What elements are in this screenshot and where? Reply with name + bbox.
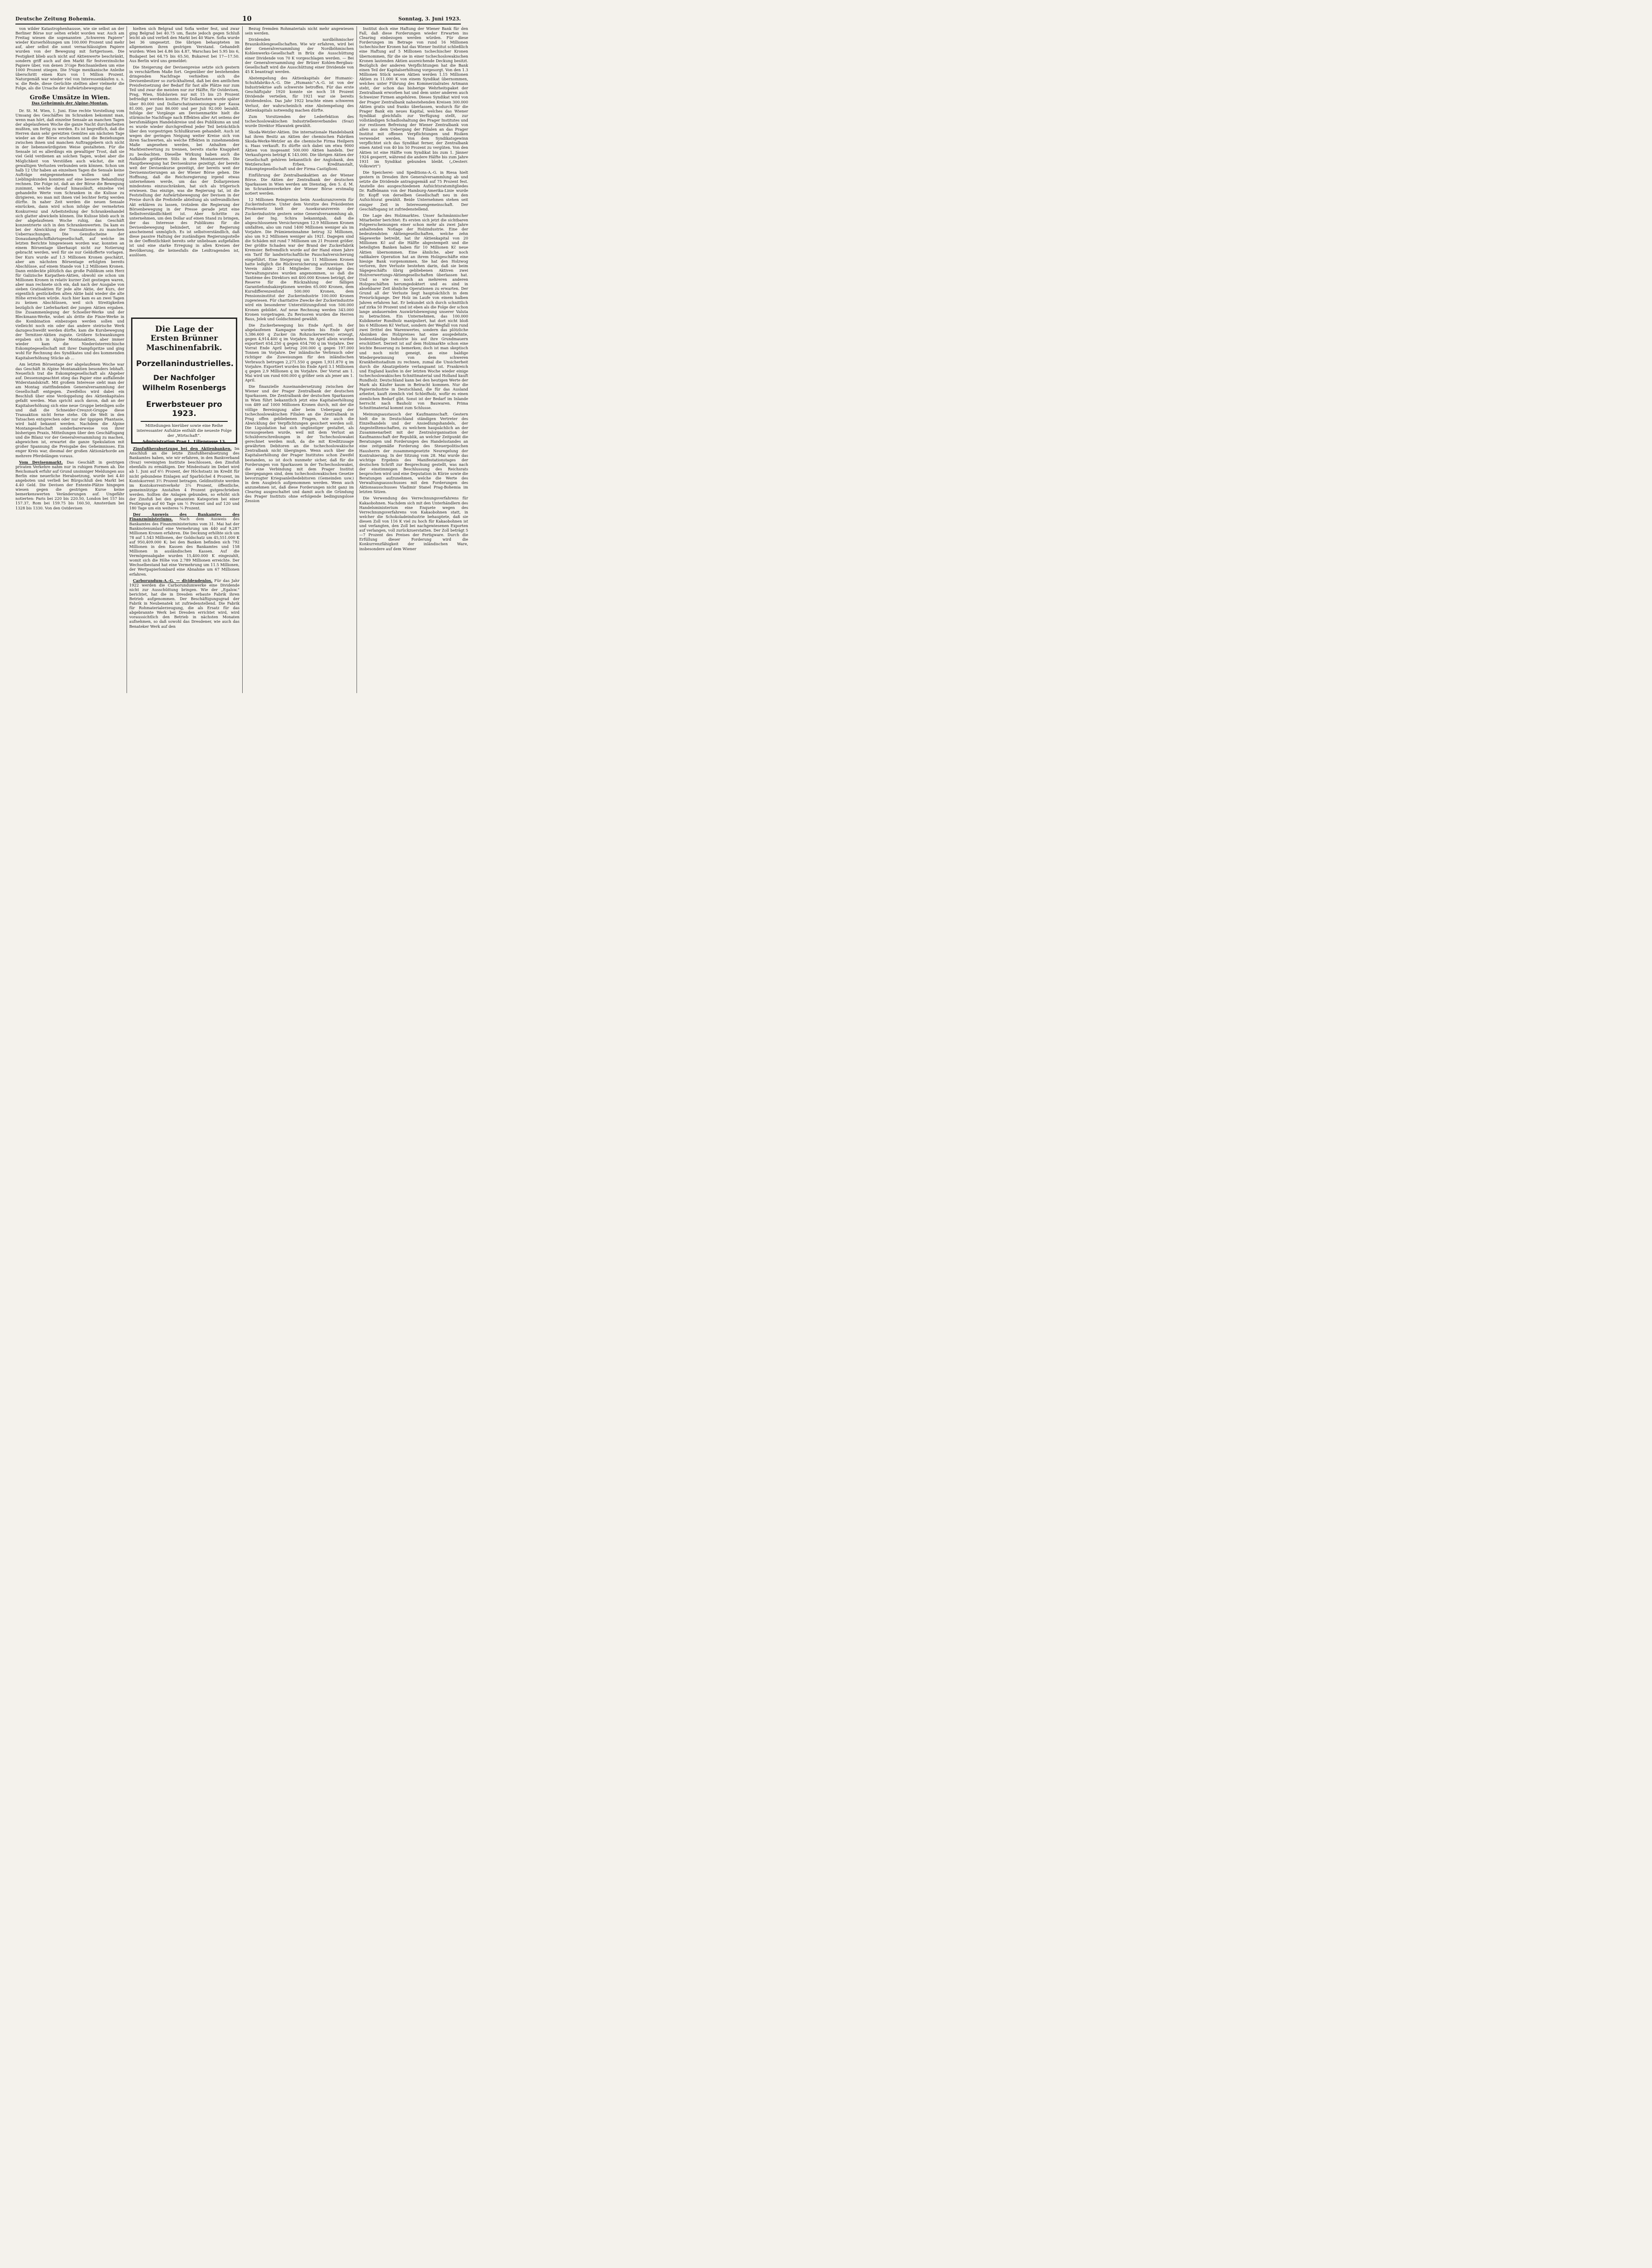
section-title: Der Ausweis des Bankamtes des Finanzministeriums. [129, 512, 239, 522]
article-paragraph [15, 460, 124, 510]
column-2 [129, 26, 239, 315]
article-paragraph: Skoda-Wetzler-Aktien. Die internationale Handelsbank hat ihren Besitz an Aktien der chemischen Fabriken Skoda-Werke-Wetzler an die chemische Firma Heilpern u. Haas verkauft. Es dürfte sich dabei um etwa 9000 Aktien von insgesamt 500.000 Aktien handeln. Der Verkaufspreis beträgt K 143.000. Die übrigen Aktien der Gesellschaft gehören bekanntlich der Anglobank, den Wetzlerschen Erben, Kreditanstalt, Eskomptegesellschaft und der Firma Castiglioni. [245, 129, 354, 171]
article-paragraph [129, 512, 239, 576]
page-number: 10 [242, 15, 252, 23]
article-paragraph: Am letzten Börsentage der abgelaufenen Woche war das Geschäft in Alpine Montanaktien besonders lebhaft. Neuerlich trat die Eskomptegesellschaft als Abgeber auf. Dessenungeachtet stieg das Papier eine auffallende Widerstandskraft. Mit großem Interesse sieht man der am Montag stattfindenden Generalversammlung der Gesellschaft entgegen. Zweifellos wird dabei ein Beschluß über eine Verdoppelung des Aktienkapitales gefaßt werden. Man spricht auch davon, daß an der Kapitalserhöhung sich eine neue Gruppe beteiligen solle und daß die Schneider-Creuzot-Gruppe diese Transaktion nicht ferne stehe. Ob die Welt in den Tatsachen entsprechen oder nur der üppigen Phantasie, wird bald bekannt werden. Nachdem die Alpine Montangesellschaft sonderbarerweise von ihrer bisherigen Praxis, Mitteilungen über den Geschäftsgang und die Bilanz vor der Generalversammlung zu machen, abgewichen ist, erwartet die ganze Spekulation mit großer Spannung die Preisgabe des Geheimnisses. Ein enger Kreis war, diesmal der großen Aktionärhorde am mehrere Pferdelängen voraus. [15, 362, 124, 458]
ad-note: Mitteilungen hierüber sowie eine Reihe interessanter Aufsätze enthält die neueste Folge der „Wirtschaft“. [137, 424, 232, 438]
issue-date: Sonntag, 3. Juni 1923. [398, 15, 461, 22]
column-rule [242, 26, 243, 693]
section-title: Carborundum-A.-G. — dividendenlos. [133, 578, 213, 583]
page-header [15, 14, 461, 24]
article-paragraph: Meinungsaustausch der Kaufmannschaft. Gestern hielt die in Deutschland ständigen Vertreter des Einzelhandels und der Ansiedlungshandels, der Angestelltenschaften, zu welchem haupsächlich an der Zusammenarbeit mit der Zentralorganisation der Kaufmannschaft der Republik, an welcher Zeitpunkt die Beratungen und Forderungen des Handelsstandes an eine zeitgemäße Forderung des Steuerpolitischen Hausherrn der zusammengesetzte Neuregelung der Kontrahierung. In der Sitzung vom 28. Mai wurde das wichtige Ergebnis des Manifestationstages der deutschen Schrift zur Besprechung gestellt, was nach der einstimmigen Beschlussung des Reichsrats besprochen wird und eine Deputation in Kürze sowie die Beratungen aufzunehmen, welche die Werte des Verwaltungsausschusses mit den Forderungen des Aktionsausschusses Vladimir Stanel Prag-Bohemia im letzten Sitzen. [359, 411, 468, 494]
column-3 [245, 26, 354, 702]
article-subheadline: Das Geheimnis der Alpine-Montan. [31, 101, 108, 106]
article-paragraph: Die Lage des Holzmarktes. Unser fachmännischer Mitarbeiter berichtet: Es ersten sich jetzt die sichtbaren Folgeerscheinungen einer schon mehr als zwei Jahre anhaltenden Notlage der Holzindustrie. Eine der bedeutendsten Aktiengesellschaften, welche zehn Sägewerke betreibt, hat ihr Aktienkapital von 20 Millionen Kč auf die Hälfte abgestempelt und die beteiligten Banken haben für 10 Millionen Kč neue Aktien übernommen. Eine ähnliche, aber noch radikalere Operation hat an ihrem Holzgeschäfte eine hiesige Bank vorgenommen. Sie hat den Holzwog verloren, ihre Verluste bestehen darin, daß sie beim Sägegeschäfts übrig gebliebenen Aktiven zwei Holzverwertungs-Aktiengesellschaften überlassen hat. Und so wie es noch an mehreren anderen Holzgeschäften herumgedoktert und es sind in absehbarer Zeit ähnliche Operationen zu erwarten. Der Grund all der Verluste liegt hauptsächlich in dem Preisrückgange. Der Holz im Laufe von einem halben Jahren erfahren hat. Er bekundet sich durch schnittlich auf zirka 50 Prozent und ist eben als die Folge der schon lange andauernden Auswärtsbewegung unserer Valuta zu betrachten. Ein Unternehmen, das 100.000 Kubikmeter Rundholz manipuliert, hat dort nicht bloß bis 6 Millionen Kč Verlust, sondern der Wegfall von rund zwei Drittel des Warenwertes, sondern das plötzliche Absinken des Holzpreises hat eine ausgedehnte, bodenständige Industrie bis auf ihre Grundmauern erschüttert. Derzeit ist auf dem Holzmarkte schon eine leichte Besserung zu bemerken; doch ist man skeptisch und noch nicht geneigt, an eine baldige Wiedergewinnung von dem schweren Krankheitsstadium zu rechnen, zumal die Unsicherheit durch die Absatzgebiete verlangsamt ist. Frankreich und England kaufen in der letzten Woche wieder einige tschechoslowakisches Schnittmaterial und Holland kauft Rundholz. Deutschland kann bei den heutigen Werte der Mark als Käufer kaum in Betracht kommen. Nur die Papierindustrie in Deutschland, die für das Ausland arbeitet, kauft ziemlich viel Schleifholz, wofür es einen ziemlichen Bedarf gibt. Sonst ist der Bedarf im Inlande herrscht nach Bauholz von Bauwaren. Prima Schnittmaterial kommt zum Schlusse. [359, 213, 468, 410]
ad-line: Wilhelm Rosenbergs [142, 383, 226, 392]
article-text: Für das Jahr 1922 werden die Carborundumwerke eine Dividende nicht zur Ausschüttung bringen. Wie der „Egalsw.“ berichtet, hat die in Dresden erbaute Fabrik ihren Betrieb aufgenommen. Der Beschäftigungsgrad der Fabrik in Neubenatek ist zufriedenstellend. Die Fabrik für Rohmaterialerzeugung, die als Ersatz für das abgebrannte Werk bei Dresden errichtet wird, wird voraussichtlich den Betrieb in nächsten Monaten aufnehmen, so daß sowohl das Dresdener, wie auch das Benateker Werk auf den [129, 578, 239, 629]
article-paragraph: Institut doch eine Haftung der Wiener Bank für den Fall, daß diese Forderungen wieder Erwarten ins Clearing einbezogen werden würden. Für diese Forderungen im Betrage von rund 16 Millionen tschechischer Kronen hat das Wiener Institut schließlich eine Haftung auf 5 Millionen tschechischer Kronen übernommen, für die sie in einer tschechoslowakischen Kronen lautenden Aktien ausreichende Deckung besitzt. Bezüglich der anderen Verpflichtungen hat die Bank einen Teil der Kapitalserhöhung vorgesorgt. Von den 1.3 Millionen Stück neuen Aktien werden 1.15 Millionen Aktien zu 11.000 K von einem Syndikat übernommen, welches unter Führung des Kommerzialrates Artmann steht, der schon das bisherige Wehrheitspaket der Zentralbank erworben hat und dem unter anderen auch Schweizer Firmen angehören. Dieses Syndikat wird von der Prager Zentralbank nahestehenden Kreisen 300.000 Aktien gratis und franko überlassen, wodurch für die Prager Bank ein neues Kapital, welches das Wiener Syndikat gleichfalls zur Verfügung stellt, zur vollständigen Schadloshaltung des Prager Institutes und zur restlosen Befreiung der Wiener Zentralbank von allen aus dem Uebergang der Filialen an das Prager Institut mit offenen Verpflichtungen und Risiken verwendet werden. Von dem Syndikatsgewinn verpflichtet sich das Syndikat ferner, der Zentralbank einen Anteil von 40 bis 50 Prozent zu vergüten. Von den Aktien ist eine Hälfte vom Syndikat bis zum 1. Jänner 1924 gesperrt, während die andere Hälfte bis zum Jahre 1931 im Syndikat gebunden bleibt. („Oesterr. Volkswirt“) [359, 26, 468, 168]
ad-address: Administration Prag I., Liliengasse 13. [142, 440, 226, 444]
article-paragraph: Die Speicherei- und Speditions-A.-G. in Riesa hielt gestern in Dresden ihre Generalversammlung ab und setzte die Dividende antragsgemäß auf 75 Prozent fest. Anstelle des ausgeschiedenen Aufsichtsratsmitgliedes Dr. Raffelmann von der Hamburg-Amerika-Linie wurde Dr. Kopff von derselben Gesellschaft neu in den Aufsichtsrat gewählt. Beide Unternehmen stehen seit einiger Zeit in Interessengemeinschaft. Der Geschäftsgang ist zufriedenstellend. [359, 170, 468, 211]
article-paragraph: Die Zuckerbewegung bis Ende April. In der abgelaufenen Kampagne wurden bis Ende April 5,386.600 q Zucker (in Rohzuckerwerten) erzeugt, gegen 4,914.400 q im Vorjahre. Im April allein wurden exportiert 654.250 q gegen 654.700 q im Vorjahre. Der Vorrat Ende April betrug 200.000 q gegen 197.000 Tonnen im Vorjahre. Der inländische Verbrauch oder richtiger die Zuweisungen für den inländischen Verbrauch betrugen 2,271.550 q gegen 1,931.870 q im Vorjahre. Exportiert wurden bis Ende April 3.1 Millionen q gegen 2.9 Millionen q im Vorjahre. Der Vorrat am 1. Mai wird um rund 600.000 q größer sein als jener am 1. April. [245, 323, 354, 382]
article-paragraph: Zum Vorsitzenden der Lederfektion des tschechoslowakischen Industriellenverbandes (Svaz) wurde Direktor Hlawatek gewählt. [245, 114, 354, 128]
article-text: Im Anschluß an die letzte Zinsfußherabsetzung des Bankamtes haben, wie wir erfahren, in den Bankverband (Svaz) vereinigten Institute beschlossen, den Zinsfuß ebenfalls zu ermäßigen. Der Mindestsatz im Debet wird ab 1. Juni auf 6½ Prozent, der Höchstsatz im Kredit für nicht gebundene Einlagen auf Sparbüchel 4 Prozent, im Kontokorrent 3½ Prozent betragen. Geldinstitute werden im Kontokorrentverkehr 3¼ Prozent, öffentliche, gemeinnützige Anstalten 4 Prozent gutgeschrieben werden. Sollten die Anlagen gebunden, so erhöht sich der Zinsfuß bei den genannten Kategorien bei einer Festlegung auf 60 Tage um ½ Prozent und auf 120 und 180 Tage um ein weiteres ¼ Prozent. [129, 446, 239, 511]
article-text: Das Geschäft in gestrigen privaten Verkehre nahm nur in ruhigen Formen ab. Die Reichsmark erfuhr auf Grund unsinniger Meldungen aus Berlin eine neuerliche Herabsetzung, wurde bei 4.40 angeboten und verließ bei Bürgschluß den Markt bei 4.40 Geld. Die Devisen der Entente-Plätze hingegen wiesen gegen die gestrigen Kurse keine bemerkenswerten Veränderungen auf. Ungefähr notierten: Paris bei 220 bis 220.50, London bei 157 bis 157.37, Rom bei 159.75 bis 160.50, Amsterdam bei 1328 bis 1330. Von den Ostdevisen [15, 459, 124, 510]
article-paragraph: Die finanzielle Auseinandersetzung zwischen der Wiener und der Prager Zentralbank der deutschen Sparkassen. Die Zentralbank der deutschen Sparkassen in Wien führt bekanntlich jetzt eine Kapitalserhöhung von 489 auf 1000 Millionen Kronen durch, mit der die völlige Bereinigung aller beim Uebergang der tschechoslowakischen Filialen an die Zentralbank in Prag offen gebliebenen Fragen, wie auch die Abwicklung der Verpflichtungen gesichert werden soll. Die Liquidation hat sich ungünstiger gestaltet, als vorausgesehen wurde, weil mit dem Verlust an Schuldverschreibungen in der Tschechoslowakei gerechnet werden muß, da die mit Kreditzusage gewährten Debitoren an die tschechoslowakische Zentralbank nicht übergingen. Wenn auch über die Kapitalserhöhung der Prager Institutes schon Zweifel bestanden, so ist doch nunmehr sicher, daß für die Forderungen von Sparkassen in der Tschechoslowakei, die eine Verbindung mit dem Prager Institut übergegangen sind, dem tschechoslowakischen Gesetze bevorzugter Kriegsanleihedebitoren (Gemeinden usw.) in dem Ausgleich aufgenommen werden. Wenn auch anzunehmen ist, daß diese Forderungen nicht ganz im Clearing ausgeschaltet und damit auch die Gründung des Prager Instituts ohne erfolgende bedingungslose Zession [245, 384, 354, 503]
article-paragraph: 12 Millionen Reingewinn beim Assekuranzverein für Zuckerindustrie. Unter dem Vorsitze des Präsidenten Proskowetz hielt der Assekuranzverein der Zuckerindustrie gestern seine Generalversammlung ab, bei der Ing. Schira bekanntgab, daß die abgeschlossenen Versicherungen 12.9 Millionen Kronen umfaßten, also um rund 1400 Millionen weniger als im Vorjahre. Die Prämieneinnahme betrug 32 Millionen, also um 9.2 Millionen weniger als 1921. Dagegen sind die Schäden mit rund 7 Millionen um 21 Prozent größer. Der größte Schaden war der Brand der Zuckerfabrik Kremsier. Befremdlich wurde auf der Hand einen Jahre ein Tarif für landwirtschaftliche Pauschalversicherung eingeführt. Eine Steigerung um 11 Millionen Kronen hatte lediglich die Rückversicherung aufzuweisen. Der Verein zähle 214 Mitglieder. Die Anträge des Verwaltungsrates wurden angenommen, so daß die Tantième des Direktors mit 400.000 Kronen beträgt, der Reserve für die Rückzahlung der fälligen Garantiefondsakzeptionen werden 65.000 Kronen, dem Kursdifferenzenfond 500.000 Kronen, dem Pensionsinstitut der Zuckerindustrie 100.000 Kronen zugewiesen. Für charitative Zwecke der Zuckerindustrie wird ein besonderer Unterstützungsfond von 500.000 Kronen gebildet. Auf neue Rechnung werden 343.000 Kronen vorgetragen. Zu Revisoren wurden die Herren Baus, Jelek und Goldschmied gewählt. [245, 197, 354, 321]
article-paragraph: Die Steigerung der Devisenpreise setzte sich gestern in verschärftem Maße fort. Gegenüber der bestehenden dringenden Nachfrage verhielten sich die Devisenbesitzer so zurückhaltend, daß bei den amtlichen Preisfestsetzung der Bedarf für fast alle Plätze nur zum Teil und zwar die meisten nur zur Hälfte, für Ostdevisen, Prag, Wien, Südslavien nur mit 15 bis 25 Prozent befriedigt werden konnte. Für Dollarnoten wurde später über 80.000 und Dollarschatzanweisungen per Kassa 81.000, per Juni 86.000 und per Juli 92.000 bezahlt. Infolge der Vorgänge am Devisenmarkte hielt die stürmische Nachfrage nach Effekten aller Art seitens der berufsmäßigen Handelskreise und des Publikums an und es wurde wieder durchgreifend jeder Teil beträchtlich über den vorgestrigen Schlußkursen gehandelt. Auch ist wegen der geringen Neigung weiter Kreise sich von ihren Sachwerten, als welche Effekten in zunehmendem Maße angesehen werden, bei Anhalten der Marktentwertung zu trennen, bereits starke Knappheit zu beobachten. Dieselbe Wirkung haben auch die Aufkäufe größeren Stils in den Montanwerten. Die Hauptbewegung hat Devisenkurse gezeitigt, der bereits weit der Devisenkurse gezeitigt, der bereits weit der Devisennotierungen an der Wiener Börse gehen. Die Hoffnung, daß die Reichsregierung irgend etwas unternehmen werde, um das der Dollarpreisen mindestens einzuschränken, hat sich als trügerisch erwiesen. Das einzige, was die Regierung tat, ist die Feststellung der Aufwärtsbewegung der Devisen in der Preise durch die Preßstelle abteilung als unfreundlichen Akt erklären zu lassen, trotzdem die Regierung der Börsenbewegung in der Presse gerade jetzt eine Selbstverständlichkeit ist. Aber Schritte zu unternehmen, um den Dollar auf einen Stand zu bringen, der das Interesse des Publikums für die Devisenbewegung behindert, ist der Regierung anscheinend unmöglich. Es ist selbstverständlich, daß diese passive Haltung der zuständigen Regierungsstelle in der Oeffentlichkeit bereits sehr unliebsam aufgefallen ist und eine starke Erregung in allen Kreisen der Bevölkerung, die keinesfalls die Leidtragenden ist, auslösen. [129, 64, 239, 257]
ad-line: Ersten Brünner Maschinenfabrik. [146, 334, 222, 352]
article-paragraph: Dr. St. M. Wien, 1. Juni. Eine rechte Vorstellung vom Umsang des Geschäftes im Schranken bekommt man, wenn man hört, daß einzelne Sensale an manchen Tagen der abgelaufenen Woche die ganze Nacht durcharbeiten mußten, um fertig zu werden. Es ist begreiflich, daß die Herren dann sehr gereizten Gemütes am nächsten Tage wieder an der Börse erscheinen und die Beziehungen zwischen ihnen und manchen Auftraggebern sich nicht in der liebenswürdigsten Weise gestalteten. Für die Sensale ist es allerdings ein gewaltiger Trost, daß sie viel Geld verdienen an solchen Tagen, wobei aber die Möglichkeit von Verstößen auch wächst, die mit gewaltigen Verlusten verbunden sein können. Schon um halb 12 Uhr haben an einzelnen Tagen die Sensale keine Aufträge entgegennehmen wollen und nur Lieblingskunden konnten auf eine bessere Behandlung rechnen. Die Folge ist, daß an der Börse die Bewegung zunimmt, welche darauf hinausläuft, einzelne viel gehandelte Werte vom Schranken in die Kulisse zu dirigieren, wo man mit ihnen viel leichter fertig werden dürfte. In naher Zeit werden die neuen Sensale einrücken, dann wird schon infolge der vermehrten Konkurrenz und Arbeitsteilung der Schrankenhandel sich glatter abwickeln können. Die Kulisse blieb auch in der abgelaufenen Woche ruhig, das Geschäft konzentrierte sich in den Schrankenwerten. Da kam es bei der Abwicklung der Transaktionen zu manchen Ueberraschungen. Die Genußscheine der Donaudampfschiffahrtsgesellschaft, auf welche im letzten Berichte hingewiesen worden war, konnten an einem Börsentage überhaupt nicht zur Notierung gebracht werden, weil für sie nur Geldofferte vorlagen. Der Kurs wurde auf 1.5 Millionen Kronen geschätzt, aber am nächsten Börsentage erfolgten bereits Abschlüsse, auf einem Stande von 1.2 Millionen Kronen. Dann entdeckte plötzlich das große Publikum sein Herz für Galizische Karpathen-Aktien, obwohl sie schon um Millionen Kronen in relativ kurzer Zeit gestiegen waren, aber man rechnete sich ein, daß nach der Ausgabe von sieben Gratisaktien für jede alte Aktie, der Kurs, der eigentlich gestückelten alten Aktie bald wieder die alte Höhe erreichen würde. Auch hier kam es an zwei Tagen zu keinen Abschlüssen, weil sich Streitigkeiten bezüglich der Lieferbarkeit der jungen Aktien ergaben. Die Zusammenlegung der Schoeller-Werke und der Bleckmann-Werke, wobei als dritte die Finze-Werke in die Kombination einbezogen werden sollen und vielleicht noch ein oder das andere steirische Werk dazugeschweißt werden dürfte, kam die Kursbewegung der Ternitzer-Aktien zugute. Größere Schwankungen ergaben sich in Alpine Montanaktien, aber immer wieder kam die Niederösterreichische Eskomptegesellschaft mit ihrer Dampfspritze und ging wohl für Rechnung des Syndikates und des kommenden Kapitalserhöhung Stücke ab ... [15, 108, 124, 360]
ad-line: Porzellanindustrielles. [136, 359, 234, 368]
section-title: Zinsfußherabsetzung bei den Aktienbanken. [133, 446, 232, 451]
advertisement-box [131, 318, 237, 444]
column-2-lower [129, 446, 239, 700]
article-paragraph: Einführung der Zentralbankaktien an der Wiener Börse. Die Aktien der Zentralbank der deutschen Sparkassen in Wien werden am Dienstag, den 5. d. M. im Schrankenverkehre der Wiener Börse erstmalig notiert werden. [245, 172, 354, 196]
article-text: Nach dem Ausweis des Bankamtes des Finanzministeriums vom 31. Mai hat der Banknotenumlauf eine Vermehrung um 440 auf 9,287 Millionen Kronen erfahren. Die Deckung erhöhte sich um 78 auf 1.543 Millionen, der Goldschatz um 45,551.000 K auf 950,409.000 K; bei den Banken befinden sich 792 Millionen in den Kassen des Bankamtes und 158 Millionen in ausländischen Kassen. Auf die Vermögensabgabe wurden 15,400.000 K eingezahlt, womit sich die Höhe von 2.789 Millionen erreichte. Der Wechselbestand hat eine Vermehrung um 11.5 Millionen, der Wertpapierlombard eine Abnahme um 67 Millionen erfahren. [129, 517, 239, 577]
ad-line: Die Lage der [155, 324, 214, 334]
article-paragraph: Bezug fremden Rohmaterials nicht mehr angewiesen sein werden. [245, 26, 354, 36]
article-headline: Große Umsätze in Wien. [29, 94, 110, 102]
newspaper-page [0, 0, 476, 711]
column-4 [359, 26, 468, 702]
article-paragraph: Dividenden nordböhmischer Braunkohlengesellschaften. Wie wir erfahren, wird bei der Generalversammlung der Nordböhmischen Kohlenwerks-Gesellschaft in Brüx die Ausschüttung einer Dividende von 70 K vorgeschlagen werden. — Bei der Generalversammlung der Brüxer Kohlen-Bergbau-Gesellschaft wird die Ausschüttung einer Dividende von 45 K beantragt werden. [245, 37, 354, 74]
ad-divider [141, 421, 228, 422]
article-paragraph [129, 446, 239, 510]
newspaper-title: Deutsche Zeitung Bohemia. [15, 15, 96, 22]
article-paragraph: Abstempelung des Aktienkapitals der Humanic-Schuhfabriks-A.-G. Die „Humanic“-A.-G. ist von der Industriekrise aufs schwerste betroffen. Für das erste Geschäftsjahr 1920 konnte sie noch 18 Prozent Dividende verteilen, für 1921 war sie bereits dividendenlos. Das Jahr 1922 brachte einen schweren Verlust, der wahrscheinlich eine Abstempelung des Aktienkapitals notwendig machen dürfte. [245, 75, 354, 112]
ad-line: Erwerbsteuer pro 1923. [146, 400, 222, 418]
article-paragraph: hielten sich Belgrad und Sofia weiter fest, und zwar ging Belgrad bei 40.75 um, flaute jedoch gegen Schluß leicht ab und verließ den Markt bei 40 Ware. Sofia wurde bei 36 umgesetzt. Die übrigen behaupteten im allgemeinen ihren gestrigen Verstand. Gehandelt wurden: Wien bei 4.86 bis 4.87, Warschau bei 5.95 bis 6, Budapest bei 64.75 bis 65.50, Bukarest bei 17—17.50. Aus Berlin wird uns gemeldet: [129, 26, 239, 63]
article-paragraph: von wilder Katastrophenhausse, wie sie selbst an der Berliner Börse nur selten erlebt worden war. Auch am Freitag wiesen die sogenannten „Schweren Papiere“ wieder Kurserhöhungen um 100.000 Prozent und mehr auf, aber selbst die sonst vernachlässigten Papiere wurden von der Bewegung mit fortgerissen. Die Festigkeit blieb auch nicht auf Aktienwerte beschränkt, sondern griff auch auf den Markt für festverzinsliche Papiere über, von denen 3½ige Reichsanleihen um eine 1000 Prozent stiegen. Die 5%ige mexikanische Anleihe überschritt einen Kurs von 1 Million Prozent. Naturgemäß war wieder viel von Interessenkäufen u. s. w. die Rede, diese Gerüchte stellten aber vielmehr die Folge, als die Ursache der Aufwärtsbewegung dar. [15, 26, 124, 91]
section-title: Vom Devisenmarkt. [19, 459, 63, 464]
article-paragraph: Die Verwendung des Verrechnungsverfahrens für Kakaobohnen. Nachdem sich mit den Unterhändlern des Handelsministerium eine Enquete wegen des Verrechnungsverfahrens von Kakaobohnen statt, in welcher die Schokoladeindustrie behauptete, daß sie diesen Zoll von 116 K viel zu hoch für Kakaobohnen ist und verlangten, den Zoll bei nachgewiesenen Exporten auf verlangen, voll zurückzuerstatten. Der Zoll beträgt 5—7 Prozent des Preises der Fertigware. Durch die Erfüllung dieser Forderung wird die Konkurrenzfähigkeit der inländischen Ware, insbesondere auf dem Wiener [359, 496, 468, 551]
article-paragraph [129, 578, 239, 629]
column-1 [15, 26, 124, 702]
ad-line: Der Nachfolger [153, 373, 215, 382]
